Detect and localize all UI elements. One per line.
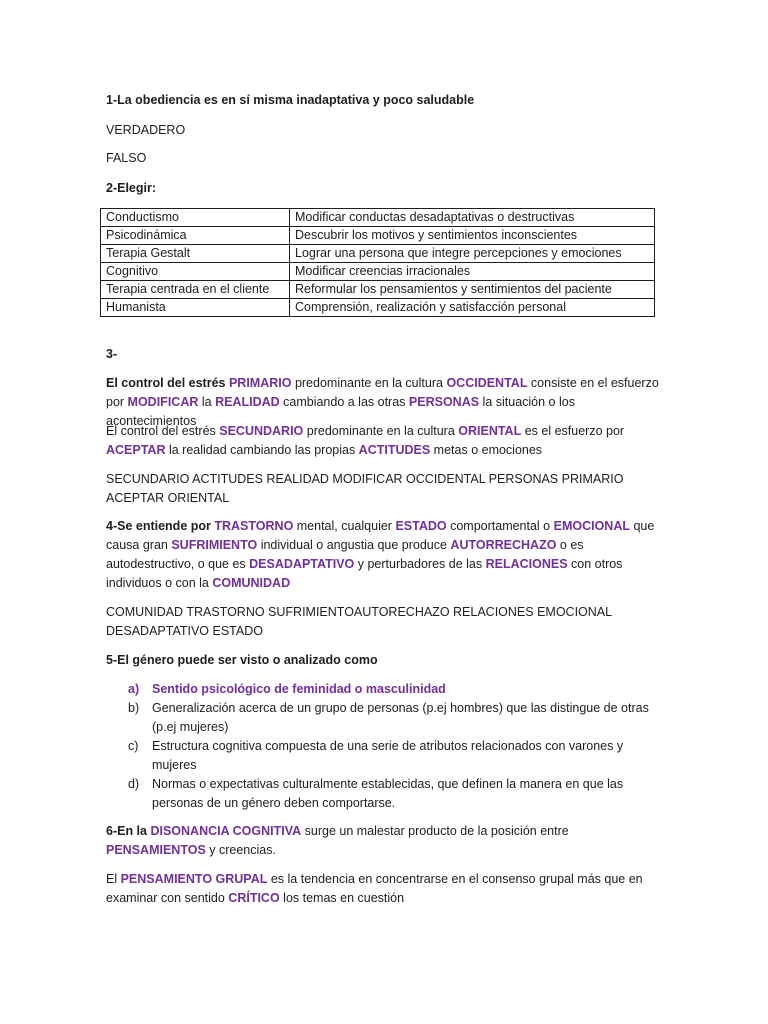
sentence-text: y creencias.	[205, 843, 276, 857]
answer-word: OCCIDENTAL	[446, 376, 528, 390]
answer-word: ACEPTAR	[106, 443, 166, 457]
question-4-paragraph	[106, 517, 666, 593]
sentence-text: metas o emociones	[430, 443, 543, 457]
option-text: Generalización acerca de un grupo de personas (p.ej hombres) que las distingue de otras (p.ej mujeres)	[152, 701, 649, 734]
sentence-text: mental, cualquier	[293, 519, 396, 533]
answer-word: REALIDAD	[215, 395, 280, 409]
option-b	[106, 699, 666, 737]
answer-word: EMOCIONAL	[553, 519, 630, 533]
table-cell: Terapia Gestalt	[101, 245, 290, 263]
table-cell: Humanista	[101, 299, 290, 317]
matching-table	[100, 208, 655, 317]
option-c	[106, 737, 666, 775]
answer-word: ESTADO	[395, 519, 447, 533]
sentence-text: El control del estrés	[106, 424, 220, 438]
answer-word: PRIMARIO	[228, 376, 292, 390]
question-1-title: 1-La obediencia es en sí misma inadaptativa y poco saludable	[106, 93, 475, 107]
sentence-text: surge un malestar producto de la posición entre	[301, 824, 569, 838]
answer-word: TRASTORNO	[214, 519, 294, 533]
option-text: Sentido psicológico de feminidad o masculinidad	[152, 682, 446, 696]
sentence-text: comportamental o	[446, 519, 554, 533]
sentence-text: El	[106, 872, 121, 886]
sentence-text: consiste en el esfuerzo por	[106, 376, 659, 409]
question-6-paragraph-1	[106, 822, 666, 860]
word-bank-3: SECUNDARIO ACTITUDES REALIDAD MODIFICAR OCCIDENTAL PERSONAS PRIMARIO ACEPTAR ORIENTAL	[106, 472, 624, 505]
option-text: Normas o expectativas culturalmente establecidas, que definen la manera en que las personas de un género deben comportarse.	[152, 777, 624, 810]
sentence-text: la realidad cambiando las propias	[165, 443, 359, 457]
sentence-text: es la tendencia en concentrarse en el consenso grupal más que en examinar con sentido	[106, 872, 643, 905]
answer-word: DISONANCIA COGNITIVA	[150, 824, 302, 838]
table-row	[101, 245, 655, 263]
question-3-paragraph-2	[106, 422, 666, 460]
answer-word: ACTITUDES	[358, 443, 431, 457]
option-falso: FALSO	[106, 151, 147, 165]
sentence-text: y perturbadores de las	[354, 557, 486, 571]
answer-word: SECUNDARIO	[219, 424, 304, 438]
sentence-text: la	[198, 395, 216, 409]
table-cell: Modificar creencias irracionales	[290, 263, 655, 281]
sentence-text: predominante en la cultura	[291, 376, 447, 390]
answer-word: RELACIONES	[485, 557, 568, 571]
question-5-options	[106, 680, 666, 813]
table-cell: Cognitivo	[101, 263, 290, 281]
option-verdadero: VERDADERO	[106, 123, 186, 137]
option-marker: a)	[128, 682, 140, 696]
table-cell: Descubrir los motivos y sentimientos inconscientes	[290, 227, 655, 245]
sentence-text: los temas en cuestión	[279, 891, 405, 905]
option-d	[106, 775, 666, 813]
table-cell: Comprensión, realización y satisfacción personal	[290, 299, 655, 317]
answer-word: SUFRIMIENTO	[171, 538, 258, 552]
sentence-text: predominante en la cultura	[303, 424, 459, 438]
question-2-title: 2-Elegir:	[106, 181, 157, 195]
answer-word: COMUNIDAD	[212, 576, 291, 590]
table-row	[101, 209, 655, 227]
answer-word: PERSONAS	[408, 395, 480, 409]
table-cell: Psicodinámica	[101, 227, 290, 245]
sentence-text: cambiando a las otras	[279, 395, 409, 409]
answer-word: DESADAPTATIVO	[249, 557, 355, 571]
sentence-text: 4-Se entiende por	[106, 519, 215, 533]
sentence-text: 6-En la	[106, 824, 151, 838]
table-row	[101, 281, 655, 299]
answer-word: AUTORRECHAZO	[450, 538, 557, 552]
word-bank-4: COMUNIDAD TRASTORNO SUFRIMIENTOAUTORECHAZO RELACIONES EMOCIONAL DESADAPTATIVO ESTADO	[106, 605, 612, 638]
answer-word: CRÍTICO	[228, 891, 280, 905]
option-marker: c)	[128, 739, 139, 753]
question-5-title: 5-El género puede ser visto o analizado como	[106, 653, 378, 667]
sentence-text: individual o angustia que produce	[257, 538, 451, 552]
sentence-text: es el esfuerzo por	[521, 424, 625, 438]
table-cell: Reformular los pensamientos y sentimientos del paciente	[290, 281, 655, 299]
sentence-text: El control del estrés	[106, 376, 229, 390]
table-cell: Conductismo	[101, 209, 290, 227]
table-cell: Lograr una persona que integre percepciones y emociones	[290, 245, 655, 263]
sentence-text: con otros individuos o con la	[106, 557, 623, 590]
table-cell: Terapia centrada en el cliente	[101, 281, 290, 299]
question-6-paragraph-2	[106, 870, 666, 908]
sentence-text: la situación o los acontecimientos	[106, 395, 575, 428]
table-row	[101, 299, 655, 317]
answer-word: ORIENTAL	[458, 424, 522, 438]
answer-word: PENSAMIENTO GRUPAL	[120, 872, 268, 886]
question-3-number: 3-	[106, 347, 118, 361]
option-marker: b)	[128, 701, 140, 715]
option-marker: d)	[128, 777, 140, 791]
table-cell: Modificar conductas desadaptativas o destructivas	[290, 209, 655, 227]
option-a	[106, 680, 666, 699]
sentence-text: o es autodestructivo, o que es	[106, 538, 584, 571]
table-row	[101, 227, 655, 245]
answer-word: PENSAMIENTOS	[106, 843, 206, 857]
answer-word: MODIFICAR	[127, 395, 199, 409]
table-row	[101, 263, 655, 281]
option-text: Estructura cognitiva compuesta de una serie de atributos relacionados con varones y mujeres	[152, 739, 624, 772]
sentence-text: que causa gran	[106, 519, 655, 552]
